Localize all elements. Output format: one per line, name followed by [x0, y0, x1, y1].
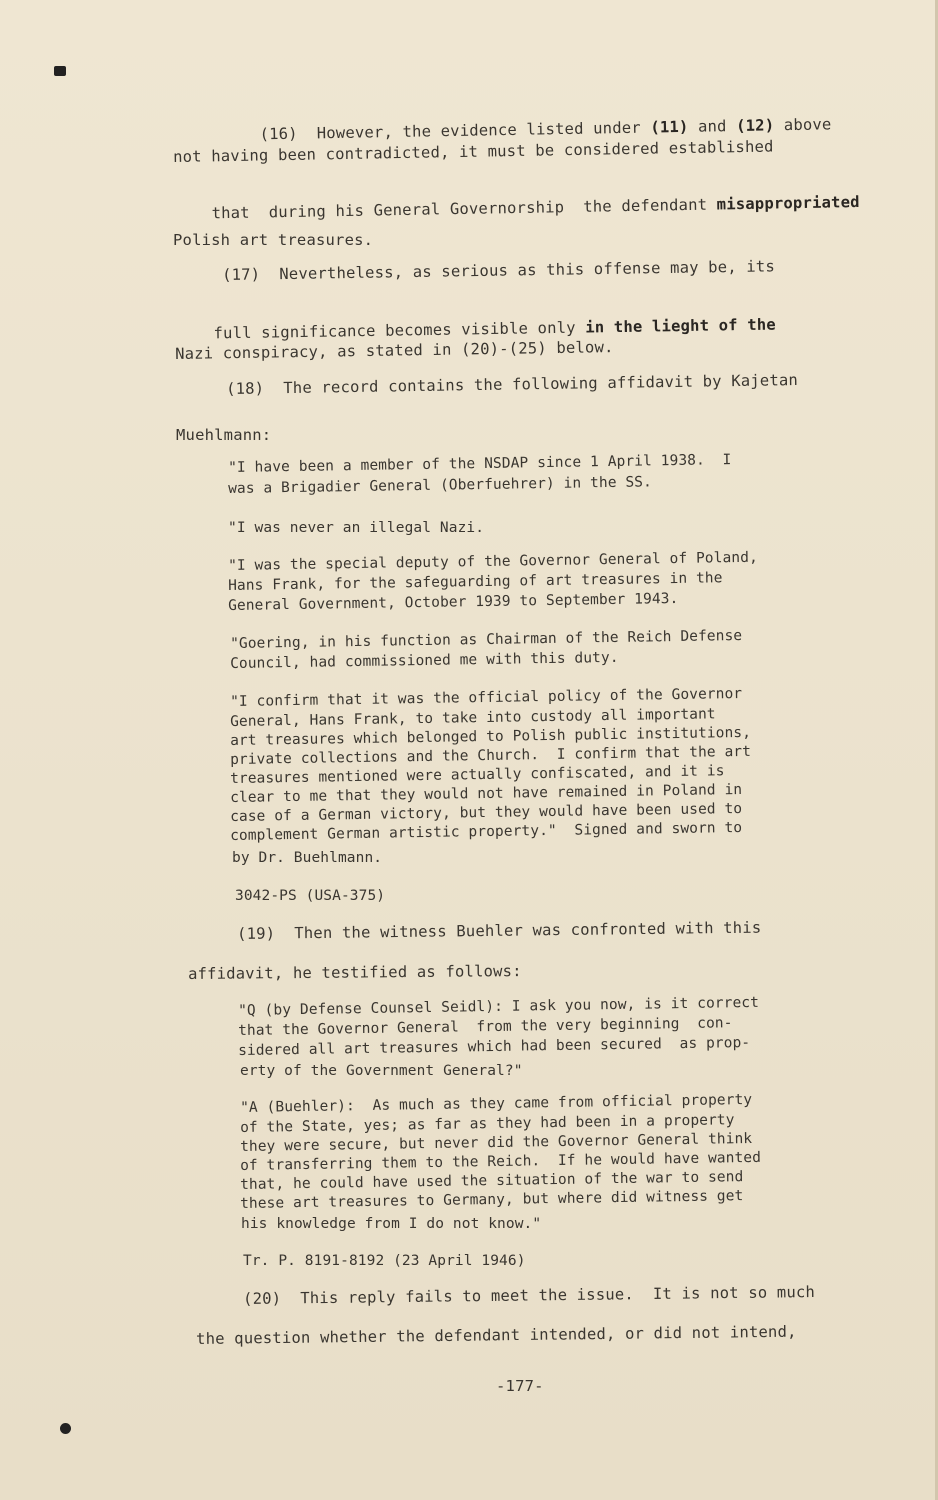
testimony-a-line4: of transferring them to the Reich. If he would have wanted [240, 1149, 762, 1174]
affidavit-q4-line2: Council, had commissioned me with this duty. [230, 649, 619, 672]
transcript-citation: Tr. P. 8191-8192 (23 April 1946) [243, 1253, 526, 1269]
binder-mark-top [54, 66, 66, 76]
affidavit-q5-line1: "I confirm that it was the official policy of the Governor [230, 685, 743, 710]
testimony-a-line3: they were secure, but never did the Governor General think [240, 1130, 753, 1155]
testimony-a-line2: of the State, yes; as far as they had been in a property [240, 1112, 735, 1136]
p18-line1: (18) The record contains the following affidavit by Kajetan [226, 371, 799, 398]
p19-line1: (19) Then the witness Buehler was confronted with this [237, 918, 762, 943]
affidavit-q5-line7: case of a German victory, but they would have been used to [230, 800, 743, 825]
affidavit-q5-line6: clear to me that they would not have remained in Poland in [230, 781, 743, 806]
p18-line2: Muehlmann: [176, 426, 272, 444]
affidavit-q1-line1: "I have been a member of the NSDAP since 1 April 1938. I [228, 452, 732, 476]
affidavit-q5-line5: treasures mentioned were actually confiscated, and it is [230, 763, 725, 787]
p20-line2: the question whether the defendant intended, or did not intend, [196, 1322, 797, 1348]
p17-line3: Nazi conspiracy, as stated in (20)-(25) below. [175, 338, 614, 363]
affidavit-q2: "I was never an illegal Nazi. [228, 520, 485, 536]
affidavit-q5-line8: complement German artistic property." Signed and sworn to [230, 819, 743, 844]
affidavit-q5-line9: by Dr. Buehlmann. [232, 850, 383, 866]
p16-line1: (16) However, the evidence listed under (11) and (12) above [259, 115, 832, 144]
p16-line3: that during his General Governorship the defendant misappropriated [211, 193, 860, 223]
testimony-a-line6: these art treasures to Germany, but where did witness get [240, 1188, 744, 1212]
p16-line4: Polish art treasures. [173, 231, 374, 249]
p19-line2: affidavit, he testified as follows: [188, 962, 522, 983]
affidavit-q4-line1: "Goering, in his function as Chairman of the Reich Defense [230, 627, 743, 652]
p17-line2: full significance becomes visible only in the lieght of the [213, 315, 777, 343]
testimony-a-line1: "A (Buehler): As much as they came from official property [240, 1091, 753, 1116]
testimony-a-line7: his knowledge from I do not know." [241, 1216, 542, 1232]
p16-line2: not having been contradicted, it must be considered established [173, 137, 774, 166]
testimony-q-line4: erty of the Government General?" [240, 1063, 523, 1079]
testimony-q-line3: sidered all art treasures which had been secured as prop- [238, 1034, 751, 1059]
affidavit-q3-line3: General Government, October 1939 to September 1943. [228, 590, 679, 614]
affidavit-q1-line2: was a Brigadier General (Oberfuehrer) in the SS. [228, 474, 653, 497]
p17-line1: (17) Nevertheless, as serious as this offense may be, its [222, 257, 776, 284]
page-number: -177- [496, 1377, 544, 1395]
testimony-a-line5: that, he could have used the situation of the war to send [240, 1169, 744, 1193]
affidavit-q3-line2: Hans Frank, for the safeguarding of art treasures in the [228, 570, 723, 594]
exhibit-citation: 3042-PS (USA-375) [235, 888, 386, 904]
testimony-q-line1: "Q (by Defense Counsel Seidl): I ask you now, is it correct [238, 994, 760, 1019]
testimony-q-line2: that the Governor General from the very beginning con- [238, 1015, 733, 1039]
binder-mark-bottom [60, 1423, 71, 1434]
affidavit-q5-line4: private collections and the Church. I confirm that the art [230, 743, 752, 768]
affidavit-q3-line1: "I was the special deputy of the Governor General of Poland, [228, 549, 758, 574]
p20-line1: (20) This reply fails to meet the issue. It is not so much [243, 1283, 816, 1308]
affidavit-q5-line3: art treasures which belonged to Polish public institutions, [230, 724, 752, 749]
affidavit-q5-line2: General, Hans Frank, to take into custody all important [230, 706, 716, 730]
